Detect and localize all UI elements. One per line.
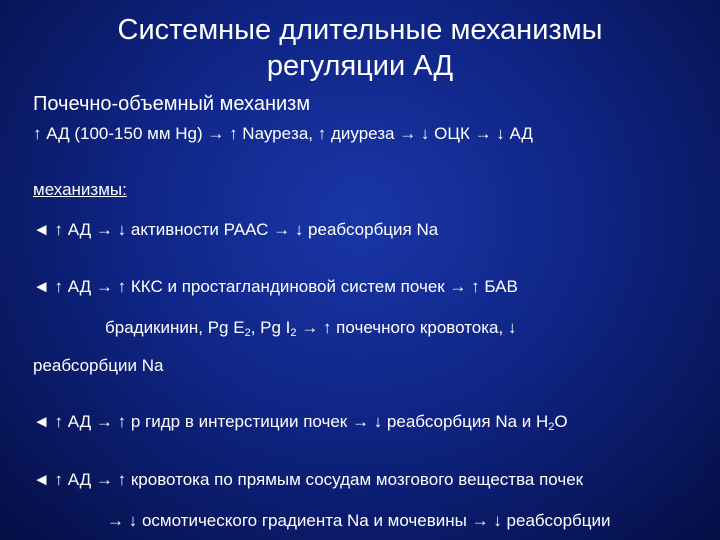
mechanism-item-3	[33, 412, 568, 432]
subtitle: Почечно-объемный механизм	[33, 93, 311, 115]
item2-cont-sub-1: 2	[244, 327, 251, 339]
mechanism-item-1: ◄ ↑ АД → ↓ активности РААС → ↓ реабсорбция Na	[33, 220, 439, 239]
mechanism-item-2: ◄ ↑ АД → ↑ ККС и простагландиновой систем почек → ↑ БАВ	[33, 277, 518, 296]
slide-title	[0, 12, 720, 84]
mechanism-item-4: ◄ ↑ АД → ↑ кровотока по прямым сосудам мозгового вещества почек	[33, 470, 584, 489]
title-line-2: регуляции АД	[266, 50, 454, 82]
item2-cont-text-b: , Pg I	[250, 318, 291, 337]
main-chain-line: ↑ АД (100-150 мм Hg) → ↑ Nаурeза, ↑ диуреза → ↓ ОЦК → ↓ АД	[33, 124, 533, 143]
mechanism-item-2-continuation	[105, 318, 516, 338]
item2-cont-text-c: → ↑ почечного кровотока, ↓	[296, 318, 517, 337]
mechanism-item-2-continuation-2: реабсорбции Na	[33, 356, 164, 375]
item2-cont-text-a: брадикинин, Pg E	[105, 318, 245, 337]
item3-text-b: O	[554, 412, 568, 431]
item3-text-a: ◄ ↑ АД → ↑ p гидр в интерстиции почек → ↓ реабсорбция Na и H	[33, 412, 549, 431]
item3-sub: 2	[548, 421, 555, 433]
mechanism-item-4-continuation: → ↓ осмотического градиента Na и мочевины → ↓ реабсорбции	[107, 511, 611, 530]
title-line-1: Системные длительные механизмы	[117, 14, 603, 46]
mechanisms-label: механизмы:	[33, 180, 127, 199]
item2-cont-sub-2: 2	[290, 327, 297, 339]
